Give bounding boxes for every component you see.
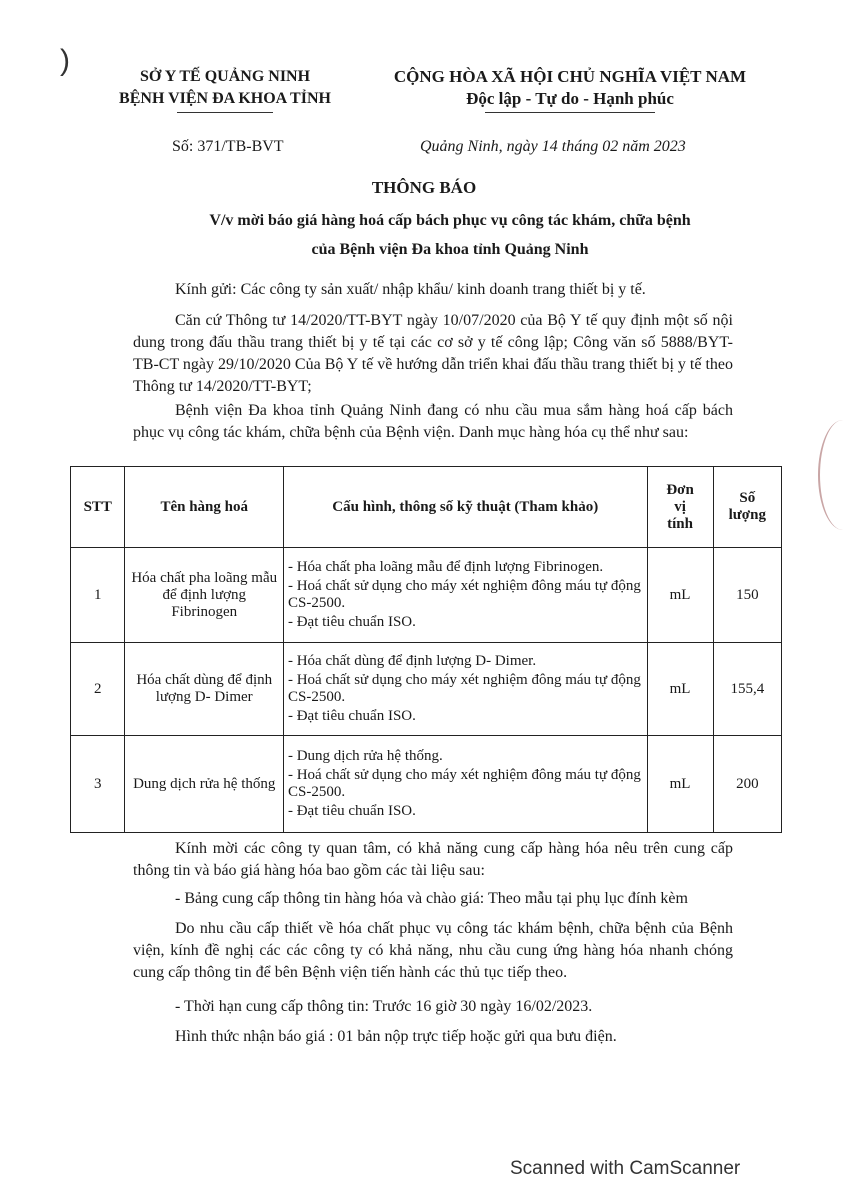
cell-qty: 200 <box>713 736 781 833</box>
document-title: THÔNG BÁO <box>371 178 477 197</box>
spec-line: - Đạt tiêu chuẩn ISO. <box>287 803 416 819</box>
header-stt: STT <box>71 467 125 548</box>
national-header <box>370 66 770 113</box>
issuer-department: SỞ Y TẾ QUẢNG NINH <box>139 68 311 85</box>
header-unit-line-1: Đơn <box>666 481 694 498</box>
handwritten-mark: ) <box>60 44 70 77</box>
subtitle-line-1: V/v mời báo giá hàng hoá cấp bách phục vụ công tác khám, chữa bệnh <box>209 212 691 229</box>
table-header-row <box>71 467 782 548</box>
cell-qty: 150 <box>713 548 781 643</box>
issuer-hospital: BỆNH VIỆN ĐA KHOA TỈNH <box>119 90 331 107</box>
cell-name: Dung dịch rửa hệ thống <box>125 736 284 833</box>
document-number: Số: 371/TB-BVT <box>172 138 284 155</box>
cell-spec <box>283 643 647 736</box>
cell-qty: 155,4 <box>713 643 781 736</box>
header-name: Tên hàng hoá <box>125 467 284 548</box>
document-subtitle <box>150 206 750 264</box>
header-qty-line-1: Số <box>739 490 756 506</box>
table-row <box>71 643 782 736</box>
national-title: CỘNG HÒA XÃ HỘI CHỦ NGHĨA VIỆT NAM <box>393 67 747 86</box>
cell-stt: 3 <box>71 736 125 833</box>
spec-line: - Hóa chất dùng để định lượng D- Dimer. <box>287 653 537 669</box>
subtitle-line-2: của Bệnh viện Đa khoa tỉnh Quảng Ninh <box>311 241 589 258</box>
greeting-paragraph: Kính gửi: Các công ty sản xuất/ nhập khẩu/ kinh doanh trang thiết bị y tế. <box>175 281 646 298</box>
intro-paragraph: Bệnh viện Đa khoa tỉnh Quảng Ninh đang có nhu cầu mua sắm hàng hoá cấp bách phục vụ công tác khám, chữa bệnh của Bệnh viện. Danh mục hàng hóa cụ thể như sau: <box>133 402 733 441</box>
cell-name: Hóa chất dùng để định lượng D- Dimer <box>125 643 284 736</box>
header-unit-line-3: tính <box>667 515 693 532</box>
spec-line: - Hoá chất sử dụng cho máy xét nghiệm đông máu tự động CS-2500. <box>287 672 641 705</box>
submission-method-paragraph: Hình thức nhận báo giá : 01 bản nộp trực tiếp hoặc gửi qua bưu điện. <box>175 1028 617 1045</box>
table-row <box>71 736 782 833</box>
cell-stt: 2 <box>71 643 125 736</box>
table-row <box>71 548 782 643</box>
cell-spec <box>283 548 647 643</box>
deadline-paragraph: - Thời hạn cung cấp thông tin: Trước 16 giờ 30 ngày 16/02/2023. <box>175 998 593 1015</box>
cell-stt: 1 <box>71 548 125 643</box>
motto-underline <box>485 112 655 113</box>
spec-line: - Hoá chất sử dụng cho máy xét nghiệm đông máu tự động CS-2500. <box>287 767 641 800</box>
cell-unit: mL <box>647 736 713 833</box>
document-date: Quảng Ninh, ngày 14 tháng 02 năm 2023 <box>420 138 686 155</box>
urgency-paragraph: Do nhu cầu cấp thiết về hóa chất phục vụ công tác khám bệnh, chữa bệnh của Bệnh viện, kính đề nghị các các công ty có khả năng, nhu cầu cung ứng hàng hóa nhanh chóng cung cấp thông tin để bên Bệnh viện tiến hành các thủ tục tiếp theo. <box>133 920 733 981</box>
cell-unit: mL <box>647 548 713 643</box>
legal-basis-paragraph: Căn cứ Thông tư 14/2020/TT-BYT ngày 10/07/2020 của Bộ Y tế quy định một số nội dung trong đấu thầu trang thiết bị y tế tại các cơ sở y tế công lập; Công văn số 5888/BYT-TB-CT ngày 29/10/2020 Của Bộ Y tế về hướng dẫn triển khai đấu thầu trang thiết bị y tế theo Thông tư 14/2020/TT-BYT; <box>133 312 733 395</box>
cell-name: Hóa chất pha loãng mẫu để định lượng Fibrinogen <box>125 548 284 643</box>
spec-line: - Hoá chất sử dụng cho máy xét nghiệm đông máu tự động CS-2500. <box>287 578 641 611</box>
national-motto: Độc lập - Tự do - Hạnh phúc <box>466 89 674 108</box>
cell-spec <box>283 736 647 833</box>
issuer-underline <box>177 112 273 113</box>
issuer-header <box>95 66 355 113</box>
header-qty <box>713 467 781 548</box>
header-spec: Cấu hình, thông số kỹ thuật (Tham khảo) <box>283 467 647 548</box>
header-unit-line-2: vị <box>674 498 686 515</box>
goods-table <box>70 466 782 833</box>
stamp-edge <box>818 420 848 530</box>
header-unit <box>647 467 713 548</box>
document-list-item: - Bảng cung cấp thông tin hàng hóa và chào giá: Theo mẫu tại phụ lục đính kèm <box>175 890 688 907</box>
header-qty-line-2: lượng <box>728 507 766 523</box>
spec-line: - Đạt tiêu chuẩn ISO. <box>287 614 416 630</box>
cell-unit: mL <box>647 643 713 736</box>
invitation-paragraph: Kính mời các công ty quan tâm, có khả năng cung cấp hàng hóa nêu trên cung cấp thông tin và báo giá hàng hóa bao gồm các tài liệu sau: <box>133 840 733 879</box>
spec-line: - Hóa chất pha loãng mẫu để định lượng Fibrinogen. <box>287 559 604 575</box>
spec-line: - Đạt tiêu chuẩn ISO. <box>287 708 416 724</box>
scanner-watermark: Scanned with CamScanner <box>510 1158 741 1179</box>
spec-line: - Dung dịch rửa hệ thống. <box>287 748 443 764</box>
